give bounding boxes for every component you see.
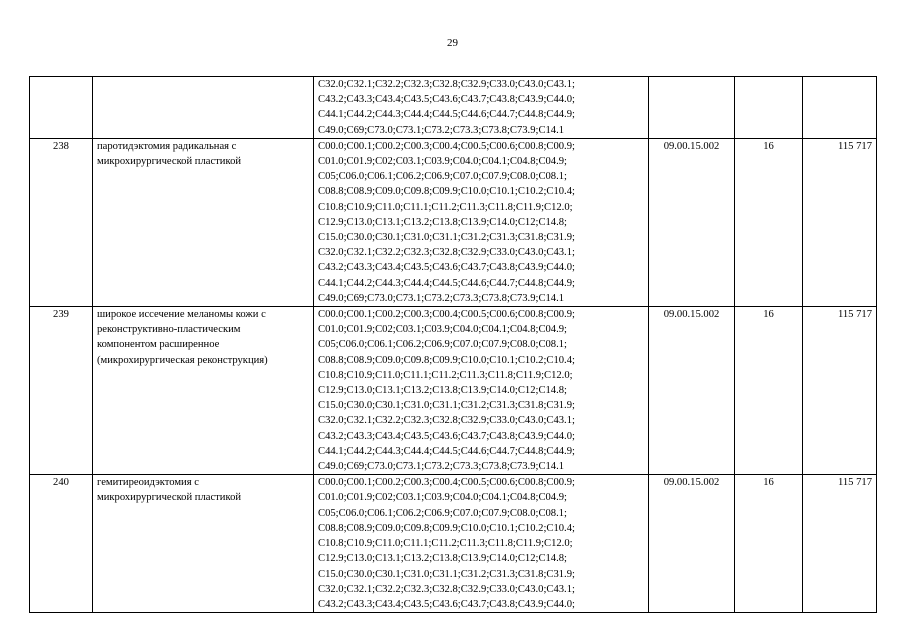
service-code-cell: 09.00.15.002 [649, 475, 735, 613]
procedure-name-cell [93, 307, 314, 475]
table-row [30, 475, 877, 613]
diagnosis-codes-line: C43.2;C43.3;C43.4;C43.5;C43.6;C43.7;C43.8;C43.9;C44.0; [318, 598, 575, 610]
diagnosis-codes-line: C05;C06.0;C06.1;C06.2;C06.9;C07.0;C07.9;C08.0;C08.1; [318, 339, 567, 351]
diagnosis-codes-line: C32.0;C32.1;C32.2;C32.3;C32.8;C32.9;C33.0;C43.0;C43.1; [318, 583, 575, 595]
diagnosis-codes-line: C43.2;C43.3;C43.4;C43.5;C43.6;C43.7;C43.8;C43.9;C44.0; [318, 262, 575, 274]
group-number-cell: 16 [735, 138, 803, 306]
diagnosis-codes-line: C49.0;C69;C73.0;C73.1;C73.2;C73.3;C73.8;C73.9;C14.1 [318, 461, 565, 473]
diagnosis-codes-line: C15.0;C30.0;C30.1;C31.0;C31.1;C31.2;C31.3;C31.8;C31.9; [318, 232, 575, 244]
diagnosis-codes-line: C00.0;C00.1;C00.2;C00.3;C00.4;C00.5;C00.6;C00.8;C00.9; [318, 477, 575, 489]
procedure-name-line: широкое иссечение меланомы кожи с [97, 309, 266, 321]
diagnosis-codes-line: C32.0;C32.1;C32.2;C32.3;C32.8;C32.9;C33.0;C43.0;C43.1; [318, 247, 575, 259]
diagnosis-codes-cell [314, 475, 649, 613]
service-code-cell: 09.00.15.002 [649, 307, 735, 475]
procedure-name-line: реконструктивно-пластическим [97, 324, 241, 336]
procedure-name-cell [93, 475, 314, 613]
procedure-name-line: микрохирургической пластикой [97, 492, 242, 504]
diagnosis-codes-line: C43.2;C43.3;C43.4;C43.5;C43.6;C43.7;C43.8;C43.9;C44.0; [318, 94, 575, 106]
procedure-name-line: микрохирургической пластикой [97, 156, 242, 168]
service-code-cell [649, 77, 735, 139]
diagnosis-codes-line: C44.1;C44.2;C44.3;C44.4;C44.5;C44.6;C44.7;C44.8;C44.9; [318, 109, 575, 121]
group-number-cell [735, 77, 803, 139]
diagnosis-codes-line: C10.8;C10.9;C11.0;C11.1;C11.2;C11.3;C11.8;C11.9;C12.0; [318, 538, 573, 550]
diagnosis-codes-line: C49.0;C69;C73.0;C73.1;C73.2;C73.3;C73.8;C73.9;C14.1 [318, 292, 565, 304]
diagnosis-codes-line: C12.9;C13.0;C13.1;C13.2;C13.8;C13.9;C14.0;C12;C14.8; [318, 216, 567, 228]
price-cell: 115 717 [803, 307, 877, 475]
table-row [30, 307, 877, 475]
diagnosis-codes-line: C05;C06.0;C06.1;C06.2;C06.9;C07.0;C07.9;C08.0;C08.1; [318, 507, 567, 519]
price-cell: 115 717 [803, 475, 877, 613]
row-number-cell [30, 77, 93, 139]
row-number-cell: 240 [30, 475, 93, 613]
service-code-cell: 09.00.15.002 [649, 138, 735, 306]
diagnosis-codes-line: C08.8;C08.9;C09.0;C09.8;C09.9;C10.0;C10.1;C10.2;C10.4; [318, 522, 575, 534]
diagnosis-codes-line: C08.8;C08.9;C09.0;C09.8;C09.9;C10.0;C10.1;C10.2;C10.4; [318, 186, 575, 198]
row-number-cell: 238 [30, 138, 93, 306]
price-cell: 115 717 [803, 138, 877, 306]
procedure-name-cell [93, 77, 314, 139]
diagnosis-codes-line: C00.0;C00.1;C00.2;C00.3;C00.4;C00.5;C00.6;C00.8;C00.9; [318, 140, 575, 152]
diagnosis-codes-line: C32.0;C32.1;C32.2;C32.3;C32.8;C32.9;C33.0;C43.0;C43.1; [318, 415, 575, 427]
diagnosis-codes-line: C32.0;C32.1;C32.2;C32.3;C32.8;C32.9;C33.0;C43.0;C43.1; [318, 79, 575, 90]
diagnosis-codes-line: C10.8;C10.9;C11.0;C11.1;C11.2;C11.3;C11.8;C11.9;C12.0; [318, 201, 573, 213]
diagnosis-codes-line: C12.9;C13.0;C13.1;C13.2;C13.8;C13.9;C14.0;C12;C14.8; [318, 385, 567, 397]
diagnosis-codes-line: C01.0;C01.9;C02;C03.1;C03.9;C04.0;C04.1;C04.8;C04.9; [318, 156, 567, 168]
diagnosis-codes-cell [314, 138, 649, 306]
procedure-name-line: (микрохирургическая реконструкция) [97, 354, 268, 366]
diagnosis-codes-line: C44.1;C44.2;C44.3;C44.4;C44.5;C44.6;C44.7;C44.8;C44.9; [318, 277, 575, 289]
diagnosis-codes-line: C44.1;C44.2;C44.3;C44.4;C44.5;C44.6;C44.7;C44.8;C44.9; [318, 445, 575, 457]
diagnosis-codes-line: C49.0;C69;C73.0;C73.1;C73.2;C73.3;C73.8;C73.9;C14.1 [318, 124, 565, 136]
diagnosis-codes-line: C08.8;C08.9;C09.0;C09.8;C09.9;C10.0;C10.1;C10.2;C10.4; [318, 354, 575, 366]
diagnosis-codes-cell [314, 307, 649, 475]
procedure-name-line: гемитиреоидэктомия с [97, 477, 199, 489]
diagnosis-codes-line: C15.0;C30.0;C30.1;C31.0;C31.1;C31.2;C31.3;C31.8;C31.9; [318, 400, 575, 412]
group-number-cell: 16 [735, 475, 803, 613]
diagnosis-codes-line: C12.9;C13.0;C13.1;C13.2;C13.8;C13.9;C14.0;C12;C14.8; [318, 553, 567, 565]
diagnosis-codes-line: C15.0;C30.0;C30.1;C31.0;C31.1;C31.2;C31.3;C31.8;C31.9; [318, 568, 575, 580]
procedure-name-line: компонентом расширенное [97, 339, 220, 351]
group-number-cell: 16 [735, 307, 803, 475]
procedure-name-cell [93, 138, 314, 306]
diagnosis-codes-line: C01.0;C01.9;C02;C03.1;C03.9;C04.0;C04.1;C04.8;C04.9; [318, 324, 567, 336]
table-row [30, 77, 877, 139]
row-number-cell: 239 [30, 307, 93, 475]
diagnosis-codes-line: C05;C06.0;C06.1;C06.2;C06.9;C07.0;C07.9;C08.0;C08.1; [318, 171, 567, 183]
diagnosis-codes-line: C00.0;C00.1;C00.2;C00.3;C00.4;C00.5;C00.6;C00.8;C00.9; [318, 309, 575, 321]
procedures-table-body [30, 77, 877, 613]
table-row [30, 138, 877, 306]
diagnosis-codes-cell [314, 77, 649, 139]
procedures-table [29, 76, 877, 613]
diagnosis-codes-line: C01.0;C01.9;C02;C03.1;C03.9;C04.0;C04.1;C04.8;C04.9; [318, 492, 567, 504]
procedure-name-line: паротидэктомия радикальная с [97, 140, 237, 152]
page-number: 29 [447, 37, 458, 49]
diagnosis-codes-line: C10.8;C10.9;C11.0;C11.1;C11.2;C11.3;C11.8;C11.9;C12.0; [318, 369, 573, 381]
price-cell [803, 77, 877, 139]
diagnosis-codes-line: C43.2;C43.3;C43.4;C43.5;C43.6;C43.7;C43.8;C43.9;C44.0; [318, 430, 575, 442]
